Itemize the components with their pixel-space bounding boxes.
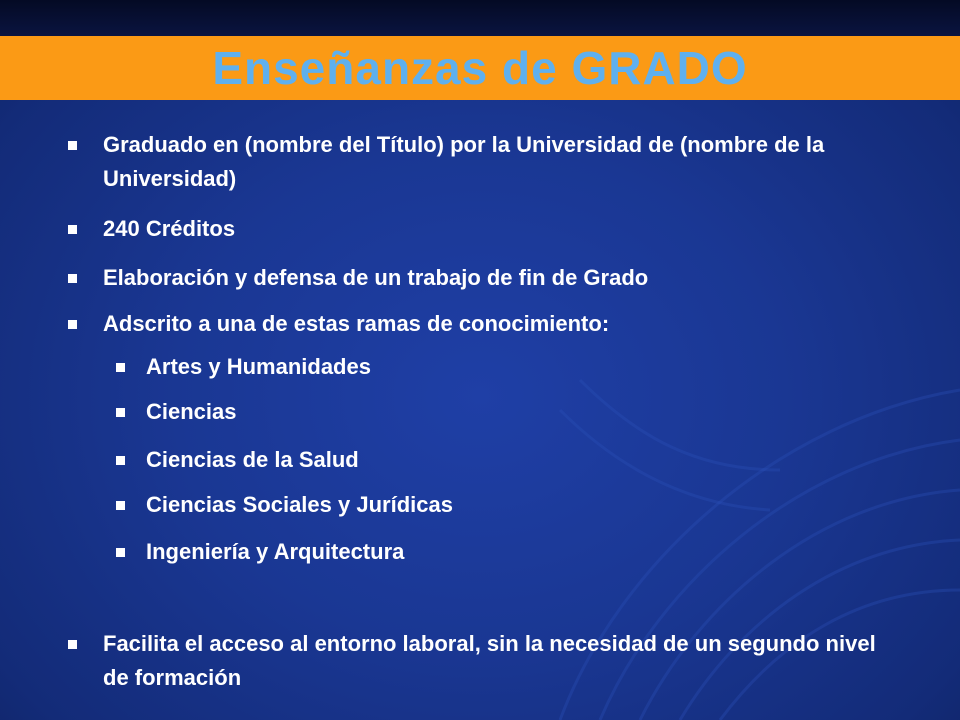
- sub-bullet-text: Ciencias: [146, 399, 237, 424]
- sub-bullet-item-sociales: [146, 488, 846, 522]
- sub-bullet-text: Ciencias de la Salud: [146, 447, 359, 472]
- square-bullet-icon: [116, 501, 125, 510]
- bullet-item-entorno-laboral: [103, 627, 903, 695]
- bullet-text: Facilita el acceso al entorno laboral, sin la necesidad de un segundo nivel de formación: [103, 631, 876, 690]
- sub-bullet-text: Ingeniería y Arquitectura: [146, 539, 405, 564]
- square-bullet-icon: [116, 456, 125, 465]
- square-bullet-icon: [68, 640, 77, 649]
- slide-title: Enseñanzas de GRADO: [212, 42, 748, 94]
- square-bullet-icon: [116, 363, 125, 372]
- sub-bullet-item-artes: [146, 350, 846, 384]
- bullet-item-ramas: [103, 307, 903, 341]
- bullet-item-creditos: [103, 212, 903, 246]
- bullet-text: Adscrito a una de estas ramas de conocimiento:: [103, 311, 610, 336]
- bullet-text: Elaboración y defensa de un trabajo de fin de Grado: [103, 265, 649, 290]
- bullet-text: 240 Créditos: [103, 216, 236, 241]
- top-dark-band: [0, 0, 960, 36]
- bullet-item-graduado: [103, 128, 903, 196]
- sub-bullet-item-ciencias: [146, 395, 846, 429]
- square-bullet-icon: [68, 320, 77, 329]
- square-bullet-icon: [68, 141, 77, 150]
- bullet-item-trabajo-fin-grado: [103, 261, 903, 295]
- square-bullet-icon: [116, 408, 125, 417]
- square-bullet-icon: [68, 274, 77, 283]
- square-bullet-icon: [68, 225, 77, 234]
- sub-bullet-item-ingenieria: [146, 535, 846, 569]
- sub-bullet-text: Ciencias Sociales y Jurídicas: [146, 492, 453, 517]
- square-bullet-icon: [116, 548, 125, 557]
- sub-bullet-item-salud: [146, 443, 846, 477]
- sub-bullet-text: Artes y Humanidades: [146, 354, 371, 379]
- bullet-text: Graduado en (nombre del Título) por la Universidad de (nombre de la Universidad): [103, 132, 825, 191]
